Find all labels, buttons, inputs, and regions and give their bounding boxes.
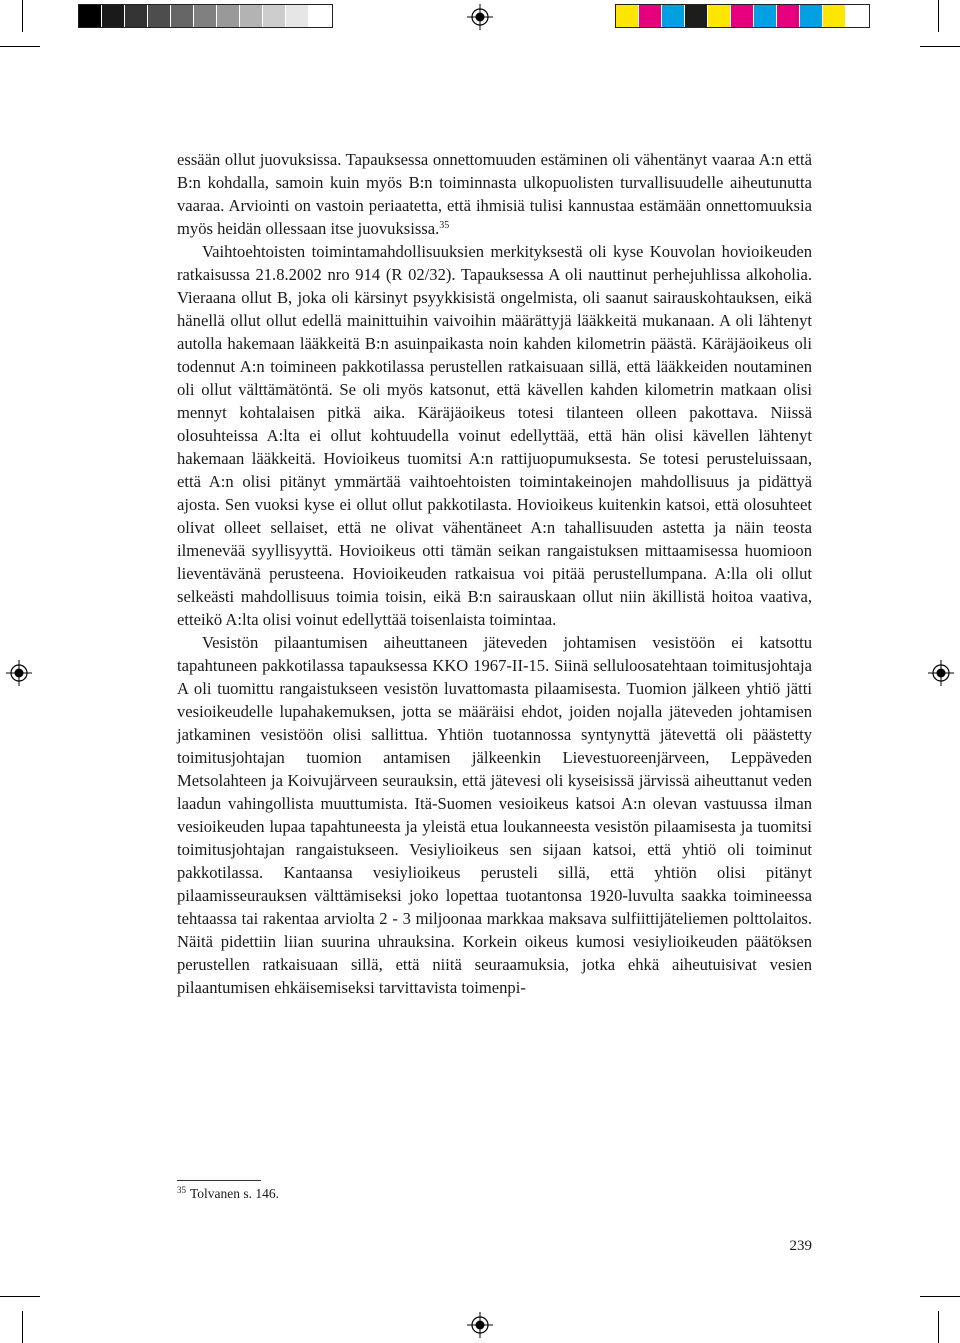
crop-mark-bottom-left-h	[0, 1296, 40, 1297]
page-number: 239	[789, 1238, 812, 1254]
grayscale-color-bar	[78, 4, 333, 28]
footnote-number: 35	[177, 1185, 186, 1195]
paragraph-2: Vaihtoehtoisten toimintamahdollisuuksien merkityksestä oli kyse Kouvolan hovioikeuden ratkaisussa 21.8.2002 nro 914 (R 02/32). Tapauksessa A oli nauttinut perhejuhlissa alkoholia. Vieraana ollut B, joka oli kärsinyt psyykkisistä ongelmista, oli saanut sairauskohtauksen, eikä hänellä ollut ollut edellä mainittuihin vaivoihin määrättyjä lääkkeitä mukanaan. A oli lähtenyt autolla hakemaan lääkkeitä B:n asuinpaikasta noin kahden kilometrin päästä. Käräjäoikeus oli todennut A:n toimineen pakkotilassa perustellen ratkaisuaan sillä, että lääkkeiden noutaminen oli ollut välttämätöntä. Se oli myös katsonut, että kävellen kahden kilometrin matkaan olisi mennyt kohtalaisen pitkä aika. Käräjäoikeus totesi tilanteen olleen pakottava. Niissä olosuhteissa A:lta ei ollut kohtuudella voinut edellyttää, että hän olisi kävellen lähtenyt hakemaan lääkkeitä. Hovioikeus tuomitsi A:n rattijuopumuksesta. Se totesi perusteluissaan, että A:n olisi pitänyt ymmärtää vaihtoehtoisten toimintakeinojen mahdollisuus ja pidättyä ajosta. Sen vuoksi kyse ei ollut ollut pakkotilasta. Hovioikeus kuitenkin katsoi, että olosuhteet olivat olleet sellaiset, että ne olivat vähentäneet A:n tahallisuuden astetta ja näin teosta ilmenevää syyllisyyttä. Hovioikeus otti tämän seikan rangaistuksen mittaamisessa huomioon lieventävänä perusteena. Hovioikeuden ratkaisua voi pitää perustellumpana. A:lla oli ollut selkeästi mahdollisuus toimia toisin, eikä B:n sairauskaan ollut niin äkillistä hoitoa vaativa, etteikö A:lta olisi voinut edellyttää toisenlaista toimintaa.	[177, 242, 812, 629]
cmyk-swatch	[708, 5, 731, 27]
crop-mark-top-right-v	[938, 0, 939, 32]
cmyk-swatch	[639, 5, 662, 27]
registration-mark-right-icon	[928, 660, 954, 686]
grayscale-swatch	[171, 5, 194, 27]
cmyk-swatch	[731, 5, 754, 27]
grayscale-swatch	[194, 5, 217, 27]
cmyk-swatch	[823, 5, 846, 27]
crop-mark-top-right-h	[920, 46, 960, 47]
crop-mark-top-left-h	[0, 46, 40, 47]
footnote-reference[interactable]: 35	[439, 220, 450, 231]
paragraph-3: Vesistön pilaantumisen aiheuttaneen jäteveden johtamisen vesistöön ei katsottu tapahtuneen pakkotilassa tapauksessa KKO 1967-II-15. Siinä selluloosatehtaan toimitusjohtaja A oli tuomittu rangaistukseen vesistön luvattomasta pilaamisesta. Tuomion jälkeen yhtiö jätti vesioikeudelle lupahakemuksen, jotta se määräisi ehdot, joiden nojalla jäteveden johtamisen jatkaminen vesistöön olisi sallittua. Yhtiön tuotannossa syntynyttä jätevettä oli päästetty toimitusjohtajan tuomion antamisen jälkeenkin Lievestuoreenjärveen, Leppäveden Metsolahteen ja Koivujärveen seurauksin, että jätevesi oli kyseisissä järvissä aiheuttanut veden laadun vahingollista muuttumista. Itä-Suomen vesioikeus katsoi A:n olevan vastuussa ilman vesioikeuden lupaa tapahtuneesta ja yleistä etua loukanneesta vesistön pilaamisesta ja tuomitsi toimitusjohtajan rangaistukseen. Vesiylioikeus sen sijaan katsoi, että yhtiö oli toiminut pakkotilassa. Kantaansa vesiylioikeus perusteli sillä, että yhtiön olisi pitänyt pilaamisseurauksen välttämiseksi joko lopettaa tuotantonsa 1920-luvulta saakka toimineessa tehtaassa tai rakentaa arviolta 2 - 3 miljoonaa markkaa maksava sulfiittijäteliemen polttolaitos. Näitä pidettiin liian suurina uhrauksina. Korkein oikeus kumosi vesiylioikeuden päätöksen perustellen ratkaisuaan sillä, että niitä seuraamuksia, jotka ehkä aiheutuisivat vesien pilaantumisen ehkäisemiseksi tarvittavista toimenpi-	[177, 633, 812, 997]
registration-mark-bottom-icon	[467, 1312, 493, 1338]
paragraph-1	[177, 148, 812, 240]
grayscale-swatch	[125, 5, 148, 27]
grayscale-swatch	[102, 5, 125, 27]
grayscale-swatch	[217, 5, 240, 27]
cmyk-swatch	[662, 5, 685, 27]
paragraph-1-text: essään ollut juovuksissa. Tapauksessa onnettomuuden estäminen oli vähentänyt vaaraa A:n että B:n kohdalla, samoin kuin myös B:n toiminnasta ulkopuolisten turvallisuudelle aiheutunutta vaaraa. Arviointi on vastoin periaatetta, että ihmisiä tulisi kannustaa estämään onnettomuuksia myös heidän ollessaan itse juovuksissa.	[177, 150, 812, 238]
body-text	[177, 148, 812, 999]
grayscale-swatch	[240, 5, 263, 27]
grayscale-swatch	[79, 5, 102, 27]
grayscale-swatch	[309, 5, 332, 27]
crop-mark-bottom-right-v	[938, 1311, 939, 1343]
grayscale-swatch	[286, 5, 309, 27]
footnote-text: Tolvanen s. 146.	[190, 1186, 280, 1201]
crop-mark-top-left-v	[22, 0, 23, 32]
cmyk-swatch	[846, 5, 869, 27]
crop-mark-bottom-left-v	[22, 1311, 23, 1343]
footnote	[177, 1185, 279, 1203]
cmyk-color-bar	[615, 4, 870, 28]
registration-mark-top-icon	[467, 4, 493, 30]
cmyk-swatch	[800, 5, 823, 27]
cmyk-swatch	[616, 5, 639, 27]
cmyk-swatch	[754, 5, 777, 27]
cmyk-swatch	[685, 5, 708, 27]
footnote-divider	[177, 1180, 261, 1181]
crop-mark-bottom-right-h	[920, 1296, 960, 1297]
registration-mark-left-icon	[6, 660, 32, 686]
grayscale-swatch	[148, 5, 171, 27]
grayscale-swatch	[263, 5, 286, 27]
cmyk-swatch	[777, 5, 800, 27]
